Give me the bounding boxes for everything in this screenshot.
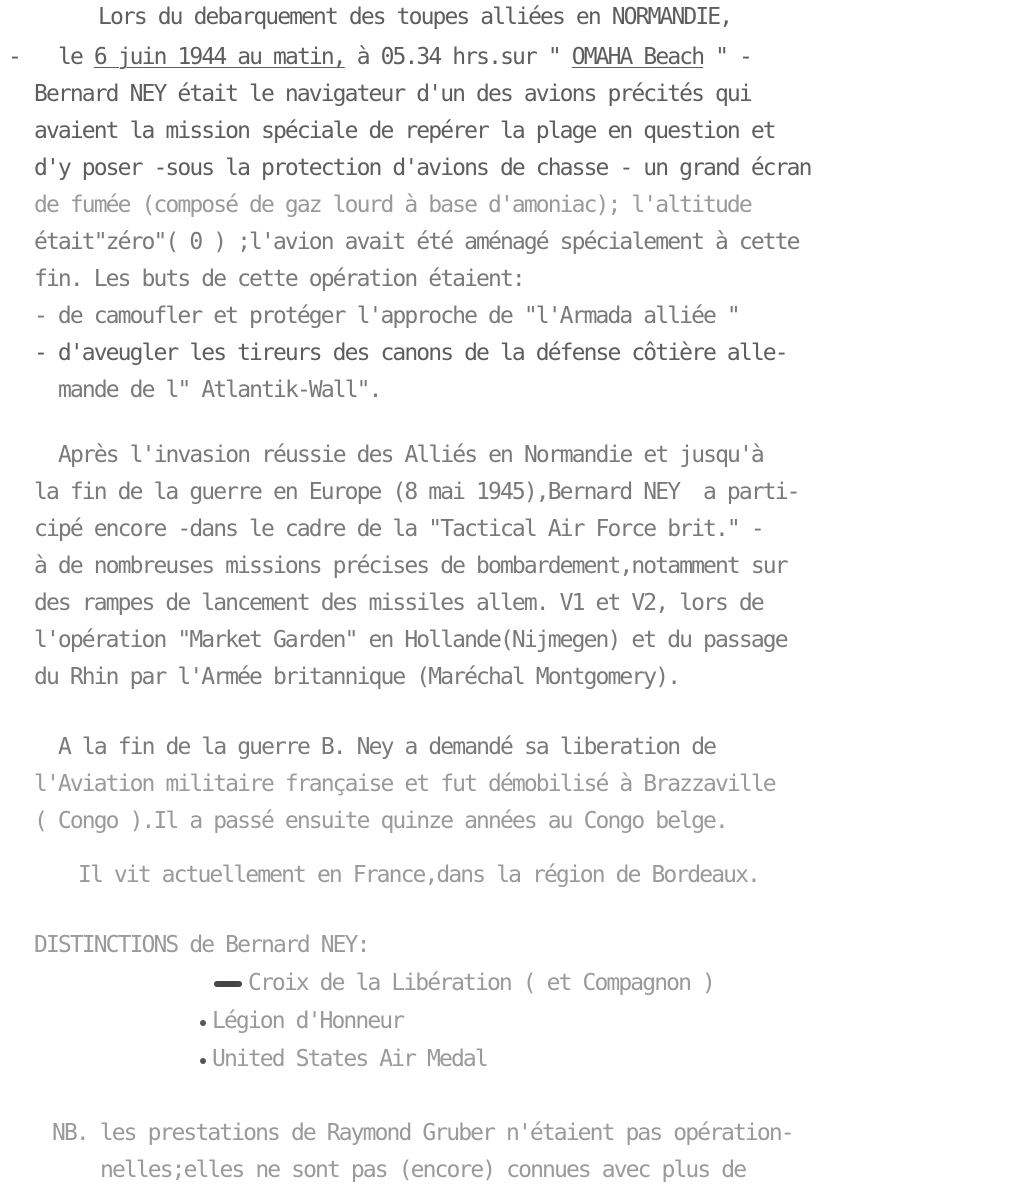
p1-line-7: était"zéro"( 0 ) ;l'avion avait été aménagé spécialement à cette [34, 229, 799, 255]
p2-line-7: du Rhin par l'Armée britannique (Maréchal Montgomery). [34, 664, 680, 690]
distinction-item-2: Légion d'Honneur [212, 1008, 404, 1034]
distinctions-heading: DISTINCTIONS de Bernard NEY: [34, 932, 369, 958]
p2-line-6: l'opération "Market Garden" en Hollande(Nijmegen) et du passage [34, 627, 787, 653]
p2-line-2: la fin de la guerre en Europe (8 mai 1945),Bernard NEY a parti- [34, 479, 799, 505]
dash-bullet-icon [214, 981, 242, 987]
p1-line-9: - de camoufler et protéger l'approche de "l'Armada alliée " [34, 303, 739, 329]
p3-line-1: A la fin de la guerre B. Ney a demandé sa liberation de [58, 734, 716, 760]
landing-date: 6 juin 1944 au matin, [93, 44, 345, 70]
p3-line-3: ( Congo ).Il a passé ensuite quinze années au Congo belge. [34, 808, 727, 834]
beach-name: OMAHA Beach [571, 44, 704, 70]
dot-bullet-icon [200, 1020, 206, 1026]
p1-line-11: mande de l" Atlantik-Wall". [58, 377, 381, 403]
p1-line-8: fin. Les buts de cette opération étaient: [34, 266, 524, 292]
p2-line-1: Après l'invasion réussie des Alliés en Normandie et jusqu'à [58, 442, 763, 468]
note-line-2: nelles;elles ne sont pas (encore) connues avec plus de [100, 1157, 746, 1183]
p1-line-6: de fumée (composé de gaz lourd à base d'amoniac); l'altitude [34, 192, 751, 218]
note-line-1: NB. les prestations de Raymond Gruber n'étaient pas opération- [52, 1120, 793, 1146]
p1-line-1: Lors du debarquement des toupes alliées en NORMANDIE, [98, 4, 732, 30]
dot-bullet-icon [200, 1058, 206, 1064]
p3-line-2: l'Aviation militaire française et fut démobilisé à Brazzaville [34, 771, 775, 797]
p2-line-3: cipé encore -dans le cadre de la "Tactical Air Force brit." - [34, 516, 763, 542]
p1-line-5: d'y poser -sous la protection d'avions de chasse - un grand écran [34, 155, 811, 181]
distinction-item-3: United States Air Medal [212, 1046, 487, 1072]
p1-line-2-end: " - [703, 44, 751, 70]
p2-line-4: à de nombreuses missions précises de bombardement,notamment sur [34, 553, 787, 579]
p1-line-4: avaient la mission spéciale de repérer la plage en question et [34, 118, 775, 144]
p2-line-5: des rampes de lancement des missiles allem. V1 et V2, lors de [34, 590, 763, 616]
p1-line-3: Bernard NEY était le navigateur d'un des avions précités qui [34, 81, 751, 107]
p1-line-2 [58, 44, 751, 70]
margin-dash: - [8, 44, 20, 70]
p1-line-10: - d'aveugler les tireurs des canons de la défense côtière alle- [34, 340, 787, 366]
p1-line-2-start: le [58, 44, 94, 70]
distinction-item-1: Croix de la Libération ( et Compagnon ) [248, 970, 714, 996]
p4-line-1: Il vit actuellement en France,dans la région de Bordeaux. [78, 862, 759, 888]
p1-line-2-time: à 05.34 hrs.sur " [344, 44, 572, 70]
